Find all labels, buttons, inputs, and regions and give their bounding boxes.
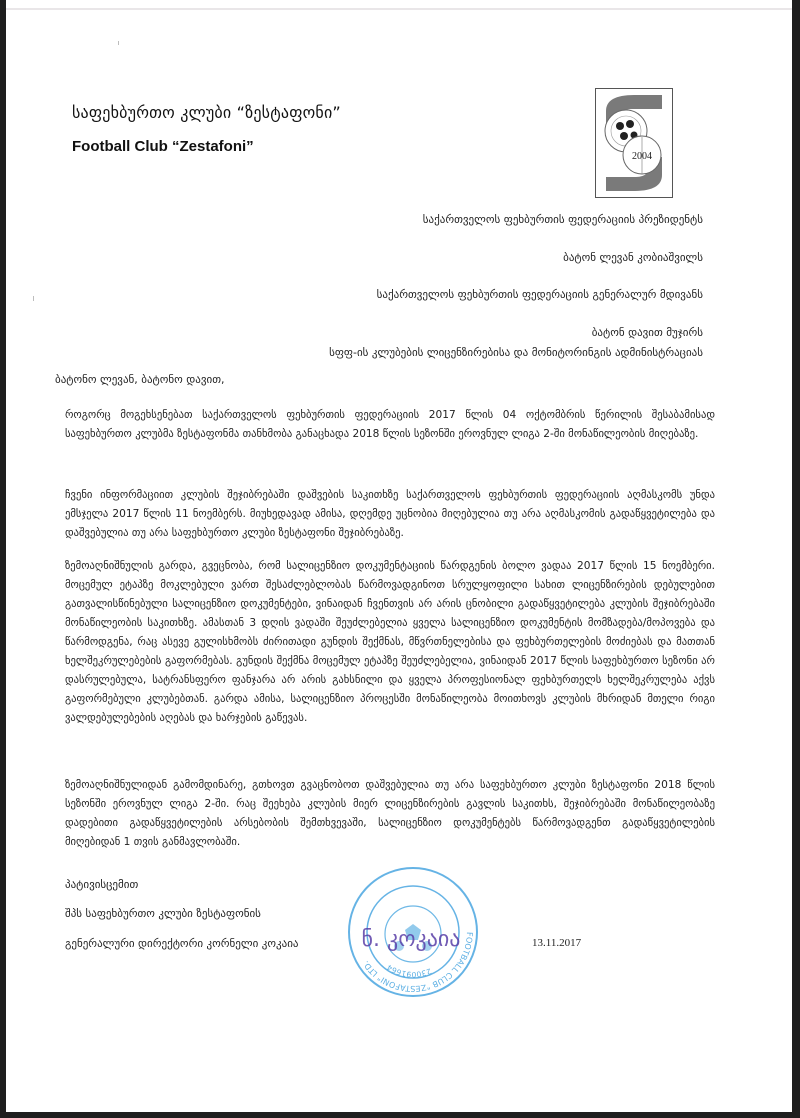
recipient-line: ბატონ დავით მუჯირს bbox=[591, 326, 703, 339]
svg-text:2004: 2004 bbox=[632, 151, 652, 162]
club-logo bbox=[595, 88, 673, 198]
body-paragraph: ჩვენი ინფორმაციით კლუბის შეჯიბრებაში დაშვების საკითხზე საქართველოს ფეხბურთის ფედერაციის აღმასკომს უნდა ემსჯელა 2017 წლის 11 ნოემბერს. მიუხედავად ამისა, დღემდე უცნობია მიღებულია თუ არა აღმასკომის გადაწყვეტილება და დაშვებულია თუ არა საფეხბურთო კლუბი ზესტაფონი შეჯიბრებაზე. bbox=[65, 489, 715, 539]
closing-signatory: გენერალური დირექტორი კორნელი კოკაია bbox=[65, 937, 299, 950]
recipient-line: ბატონ ლევან კობიაშვილს bbox=[563, 251, 703, 264]
stamp-seal-icon bbox=[343, 862, 483, 1002]
body-paragraph: ზემოაღნიშნულის გარდა, გვეცნობა, რომ სალიცენზიო დოკუმენტაციის წარდგენის ბოლო ვადაა 2017 წლის 15 ნოემბერი. მოცემულ ეტაპზე მოკლებული ვართ შესაძლებლობას წარმოვადგინოთ სრულყოფილი სახით ლიცენზირების დებულებით გათვალისწინებული სალიცენზიო დოკუმენტები, ვინაიდან ჩვენთვის არ არის ცნობილი გადაწყვეტილება კლუბის შეჯიბრებაში მონაწილეობის საკითხზე. ამასთან 3 დღის ვადაში შეუძლებელია ყველა სალიცენზიო დოკუმენტის მომზადება/მოპოვება და წარმოდგენა, რაც ასევე გულისხმობს ძირითადი გუნდის შექმნას, მწვრთნელებისა და ფეხბურთელების მოძიებას და მათთან ხელშეკრულებების გაფორმებას. გუნდის შექმნა მოცემულ ეტაპზე შეუძლებელია, ვინაიდან 2017 წლის საფეხბურთო სეზონი არ დასრულებულა, სატრანსფერო ფანჯარა არ არის გახსნილი და ყველა პროფესიონალ ფეხბურთელს ხელშეკრულება აქვს გაფორმებული კლუბებთან. გარდა ამისა, სალიცენზიო პროცესში მონაწილეობა მოითხოვს კლუბის მხრიდან მთელი რიგი ვალდებულებების აღებას და ხარჯების გაწევას. bbox=[65, 560, 715, 724]
closing-organization: შპს საფეხბურთო კლუბი ზესტაფონის bbox=[65, 907, 261, 920]
company-stamp bbox=[343, 862, 483, 1002]
recipient-line: საქართველოს ფეხბურთის ფედერაციის გენერალურ მდივანს bbox=[376, 288, 703, 301]
closing-regards: პატივისცემით bbox=[65, 878, 139, 891]
body-paragraph: ზემოაღნიშნულიდან გამომდინარე, გთხოვთ გვაცნობოთ დაშვებულია თუ არა საფეხბურთო კლუბი ზესტაფონი 2018 წლის სეზონში ეროვნულ ლიგა 2-ში. რაც შეეხება კლუბის მიერ ლიცენზირების გავლის საკითხს, შეჯიბრებაში მონაწილეობაზე დადებითი გადაწყვეტილების არსებობის შემთხვევაში, სალიცენზიო დოკუმენტებს წარმოვადგენთ გადაწყვეტილების მიღებიდან 1 თვის განმავლობაში. bbox=[65, 779, 715, 848]
svg-text:FOOTBALL CLUB "ZESTAFONI" LTD.: FOOTBALL CLUB "ZESTAFONI" LTD. bbox=[361, 931, 475, 994]
club-logo-emblem-icon bbox=[596, 89, 672, 197]
salutation: ბატონო ლევან, ბატონო დავით, bbox=[55, 373, 225, 386]
letter-page bbox=[6, 0, 792, 1112]
scan-speck bbox=[118, 41, 119, 45]
recipient-line: საქართველოს ფეხბურთის ფედერაციის პრეზიდენტს bbox=[422, 213, 703, 226]
recipient-line: სფფ-ის კლუბების ლიცენზირებისა და მონიტორინგის ადმინისტრაციას bbox=[329, 346, 703, 359]
letter-date: 13.11.2017 bbox=[532, 937, 582, 949]
body-paragraph: როგორც მოგეხსენებათ საქართველოს ფეხბურთის ფედერაციის 2017 წლის 04 ოქტომბრის წერილის შესაბამისად საფეხბურთო კლუბმა ზესტაფონმა თანხმობა განაცხადა 2018 წლის სეზონში ეროვნულ ლიგა 2-ში მონაწილეობის მიღებაზე. bbox=[65, 409, 715, 440]
scan-speck bbox=[33, 296, 34, 301]
svg-text:230091664: 230091664 bbox=[385, 962, 433, 980]
club-name-georgian: საფეხბურთო კლუბი “ზესტაფონი” bbox=[72, 103, 341, 122]
club-name-english: Football Club “Zestafoni” bbox=[72, 138, 254, 155]
scan-edge-line bbox=[6, 8, 792, 10]
svg-text:ნ. კოკაია: ნ. კოკაია bbox=[361, 927, 461, 952]
